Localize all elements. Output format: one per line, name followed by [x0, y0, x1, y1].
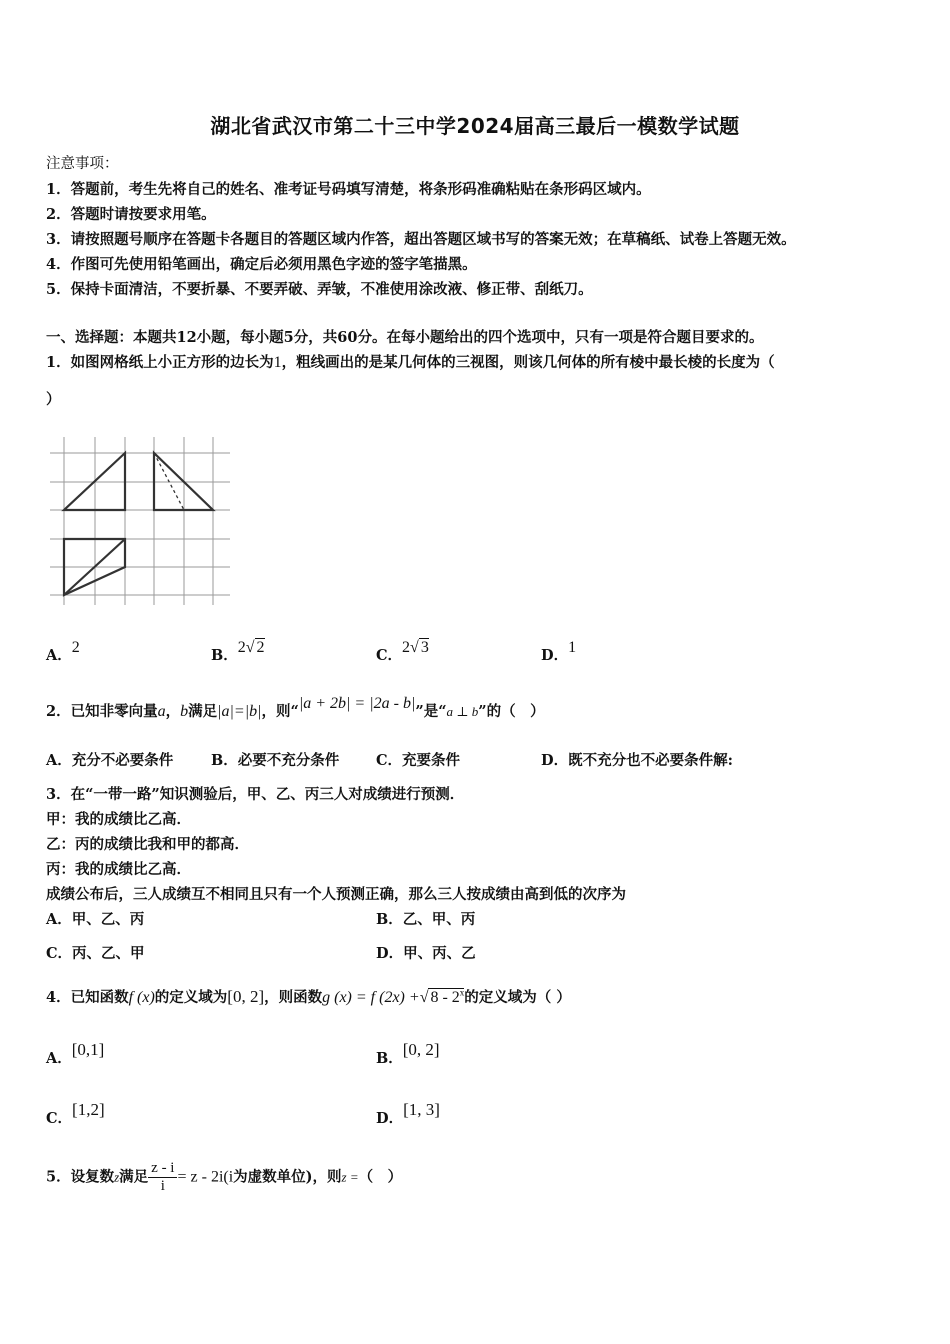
- q3-line-2: 乙：丙的成绩比我和甲的都高．: [46, 836, 249, 853]
- q1-option-b[interactable]: B．2√ 2: [211, 639, 265, 664]
- q4-option-b[interactable]: B．[0, 2]: [376, 1040, 440, 1067]
- q1-close: ）: [46, 391, 61, 408]
- page-title: 湖北省武汉市第二十三中学2024届高三最后一模数学试题: [210, 114, 740, 138]
- note-item-5: 5．保持卡面清洁，不要折暴、不要弄破、弄皱，不准使用涂改液、修正带、刮纸刀。: [46, 281, 593, 298]
- q4-option-c[interactable]: C．[1,2]: [46, 1100, 105, 1127]
- grid-lines: [50, 437, 230, 605]
- three-view-figure: [46, 435, 231, 607]
- q5-fraction: $\frac{z - i}{i}$: [148, 1160, 177, 1195]
- q1-unit: 1: [273, 354, 282, 371]
- q3-option-a[interactable]: A．甲、乙、丙: [46, 911, 145, 928]
- note-item-2: 2．答题时请按要求用笔。: [46, 206, 216, 223]
- q4-option-d[interactable]: D．[1, 3]: [376, 1100, 440, 1127]
- notes-heading: 注意事项：: [46, 156, 119, 172]
- q2-option-c[interactable]: C．充要条件: [376, 752, 461, 769]
- q2-option-b[interactable]: B．必要不充分条件: [211, 752, 340, 769]
- q3-option-d[interactable]: D．甲、丙、乙: [376, 945, 476, 962]
- q5-stem: 5．设复数z满足 $\frac{z - i}{i}$ = z - 2i(i为虚数单位)，则z =（ ）: [46, 1160, 403, 1194]
- q3-ask: 成绩公布后，三人成绩互不相同且只有一个人预测正确，那么三人按成绩由高到低的次序为: [46, 886, 626, 903]
- note-item-3: 3．请按照题号顺序在答题卡各题目的答题区域内作答，超出答题区域书写的答案无效；在草稿纸、试卷上答题无效。: [46, 231, 796, 248]
- q3-option-c[interactable]: C．丙、乙、甲: [46, 945, 145, 962]
- section-heading: 一、选择题：本题共12小题，每小题5分，共60分。在每小题给出的四个选项中，只有一项是符合题目要求的。: [46, 329, 764, 346]
- q3-line-1: 甲：我的成绩比乙高．: [46, 811, 191, 828]
- note-item-4: 4．作图可先使用铅笔画出，确定后必须用黑色字迹的签字笔描黑。: [46, 256, 477, 273]
- q2-option-a[interactable]: A．充分不必要条件: [46, 752, 174, 769]
- q1-option-a[interactable]: A．2: [46, 639, 80, 664]
- q3-line-3: 丙：我的成绩比乙高．: [46, 861, 191, 878]
- q4-option-a[interactable]: A．[0,1]: [46, 1040, 105, 1067]
- q1-option-d[interactable]: D．1: [541, 639, 577, 664]
- q4-stem: 4．已知函数f (x)的定义域为[0, 2]，则函数g (x) = f (2x) +√ 8 - 2$^x$的定义域为（ ）: [46, 987, 571, 1006]
- q1-option-c[interactable]: C．2√ 3: [376, 639, 429, 664]
- q3-stem: 3．在“一带一路”知识测验后，甲、乙、丙三人对成绩进行预测．: [46, 786, 465, 803]
- q2-stem: 2．已知非零向量a，b满足|a|=|b|，则“|a + 2b| = |2a - b|”是“a ⊥ b”的（ ）: [46, 695, 545, 720]
- q3-option-b[interactable]: B．乙、甲、丙: [376, 911, 476, 928]
- note-item-1: 1．答题前，考生先将自己的姓名、准考证号码填写清楚，将条形码准确粘贴在条形码区域内。: [46, 181, 651, 198]
- q2-option-d[interactable]: D．既不充分也不必要条件解:: [541, 752, 733, 769]
- q1-stem: 1．如图网格纸上小正方形的边长为1，粗线画出的是某几何体的三视图，则该几何体的所有棱中最长棱的长度为（: [46, 354, 775, 371]
